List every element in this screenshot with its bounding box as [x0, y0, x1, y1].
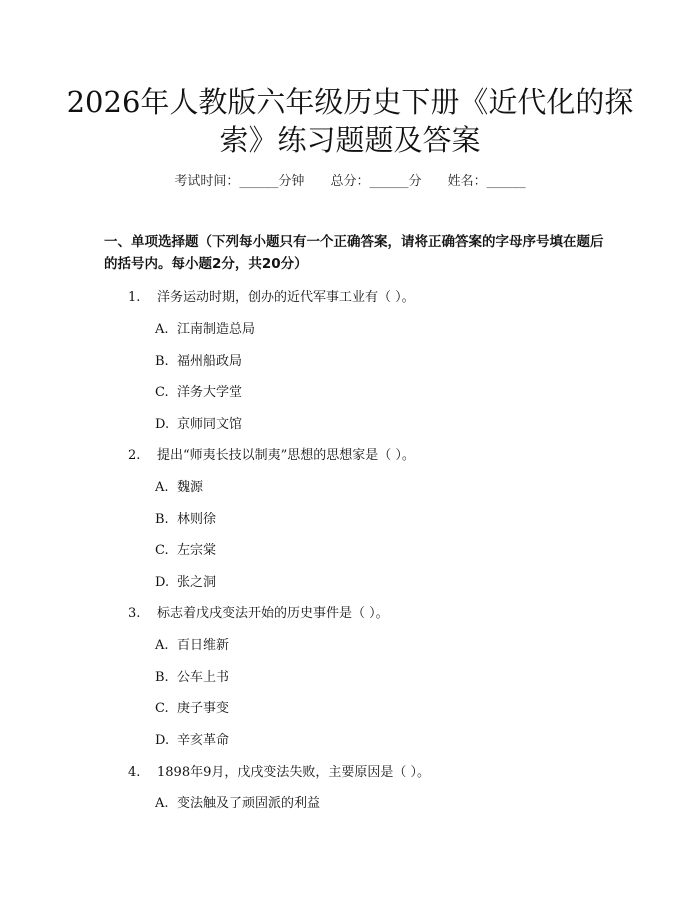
question-3-option-d: [155, 729, 229, 748]
question-1-option-b: [155, 350, 242, 369]
question-text: 1898年9月，戊戌变法失败，主要原因是（ ）。: [157, 765, 430, 780]
option-letter: A.: [155, 796, 169, 811]
section-heading: 一、单项选择题（下列每小题只有一个正确答案，请将正确答案的字母序号填在题后的括号内。每小题2分，共20分）: [104, 234, 604, 272]
option-letter: A.: [155, 480, 169, 495]
question-3-option-b: [155, 666, 229, 685]
option-text: 魏源: [177, 480, 204, 495]
option-letter: B.: [155, 354, 169, 369]
question-number: 1.: [128, 290, 141, 305]
question-1-option-c: [155, 381, 242, 400]
option-text: 林则徐: [177, 512, 217, 527]
question-2-option-b: [155, 508, 216, 527]
option-letter: C.: [155, 701, 169, 716]
question-3-option-c: [155, 697, 229, 716]
option-letter: C.: [155, 543, 169, 558]
exam-info-row: [0, 170, 700, 189]
option-text: 左宗棠: [177, 543, 217, 558]
question-3: [128, 602, 389, 621]
student-name-field: 姓名：______: [447, 174, 526, 189]
total-score-field: 总分：______分: [330, 174, 422, 189]
option-letter: D.: [155, 575, 170, 590]
option-text: 洋务大学堂: [177, 385, 243, 400]
question-text: 标志着戊戌变法开始的历史事件是（ ）。: [157, 606, 389, 621]
question-3-option-a: [155, 634, 229, 653]
question-number: 4.: [128, 765, 141, 780]
question-2-option-c: [155, 539, 216, 558]
document-title-line-2: 索》练习题题及答案: [219, 123, 481, 157]
option-text: 变法触及了顽固派的利益: [177, 796, 321, 811]
question-text: 提出“师夷长技以制夷”思想的思想家是（ ）。: [157, 448, 415, 463]
option-text: 江南制造总局: [177, 322, 256, 337]
option-text: 张之洞: [177, 575, 217, 590]
question-number: 3.: [128, 606, 141, 621]
question-2: [128, 444, 415, 463]
question-1-option-a: [155, 318, 255, 337]
option-text: 辛亥革命: [177, 733, 230, 748]
exam-time-field: 考试时间：______分钟: [174, 174, 305, 189]
question-4-option-a: [155, 792, 320, 811]
option-letter: B.: [155, 512, 169, 527]
question-text: 洋务运动时期，创办的近代军事工业有（ ）。: [157, 290, 415, 305]
question-number: 2.: [128, 448, 141, 463]
question-2-option-d: [155, 571, 216, 590]
question-1: [128, 286, 415, 305]
option-letter: D.: [155, 417, 170, 432]
option-letter: D.: [155, 733, 170, 748]
option-text: 公车上书: [177, 670, 230, 685]
document-title-line-1: 2026年人教版六年级历史下册《近代化的探: [66, 85, 634, 119]
option-letter: A.: [155, 638, 169, 653]
option-text: 百日维新: [177, 638, 230, 653]
option-text: 福州船政局: [177, 354, 243, 369]
question-2-option-a: [155, 476, 203, 495]
option-letter: A.: [155, 322, 169, 337]
option-letter: C.: [155, 385, 169, 400]
question-4: [128, 761, 430, 780]
question-1-option-d: [155, 413, 242, 432]
option-letter: B.: [155, 670, 169, 685]
option-text: 京师同文馆: [177, 417, 243, 432]
option-text: 庚子事变: [177, 701, 230, 716]
